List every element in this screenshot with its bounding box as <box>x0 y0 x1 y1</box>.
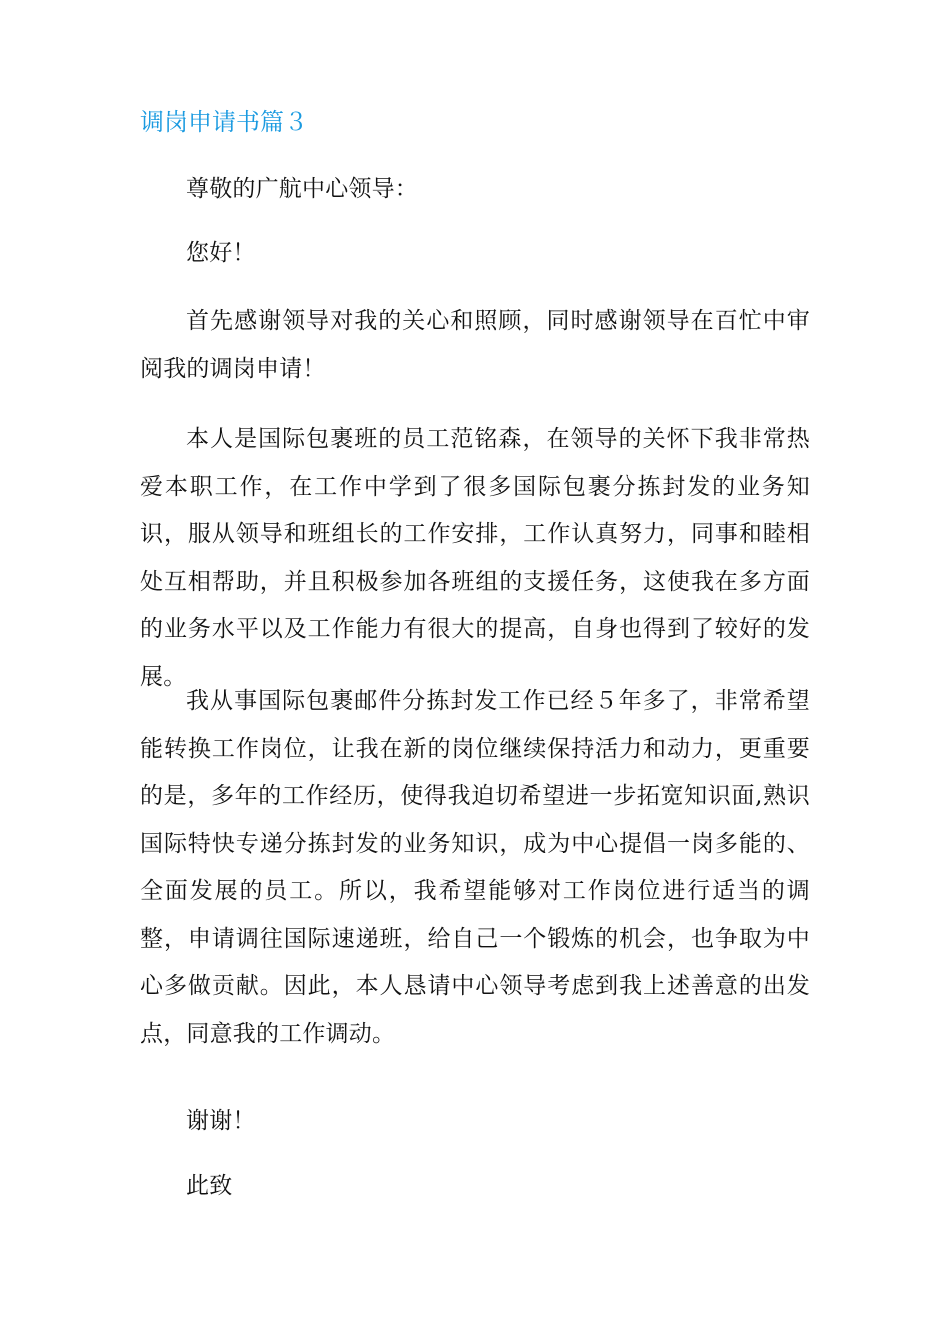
document-title: 调岗申请书篇３ <box>140 108 308 136</box>
closing-regards: 此致 <box>186 1173 233 1199</box>
closing-thanks: 谢谢！ <box>186 1108 256 1134</box>
salutation: 尊敬的广航中心领导： <box>186 176 418 202</box>
greeting: 您好！ <box>186 240 256 266</box>
paragraph-introduction: 本人是国际包裹班的员工范铭森，在领导的关怀下我非常热爱本职工作，在工作中学到了很多国际包裹分拣封发的业务知识，服从领导和班组长的工作安排，工作认真努力，同事和睦相处互相帮助，并且积极参加各班组的支援任务，这使我在多方面的业务水平以及工作能力有很大的提高，自身也得到了较好的发展。 <box>140 426 810 690</box>
paragraph-thanks: 首先感谢领导对我的关心和照顾，同时感谢领导在百忙中审阅我的调岗申请！ <box>140 308 810 382</box>
paragraph-request: 我从事国际包裹邮件分拣封发工作已经５年多了，非常希望能转换工作岗位，让我在新的岗位继续保持活力和动力，更重要的是，多年的工作经历，使得我迫切希望进一步拓宽知识面,熟识国际特快专递分拣封发的业务知识，成为中心提倡一岗多能的、全面发展的员工。所以，我希望能够对工作岗位进行适当的调整，申请调往国际速递班，给自己一个锻炼的机会，也争取为中心多做贡献。因此，本人恳请中心领导考虑到我上述善意的出发点，同意我的工作调动。 <box>140 688 810 1047</box>
